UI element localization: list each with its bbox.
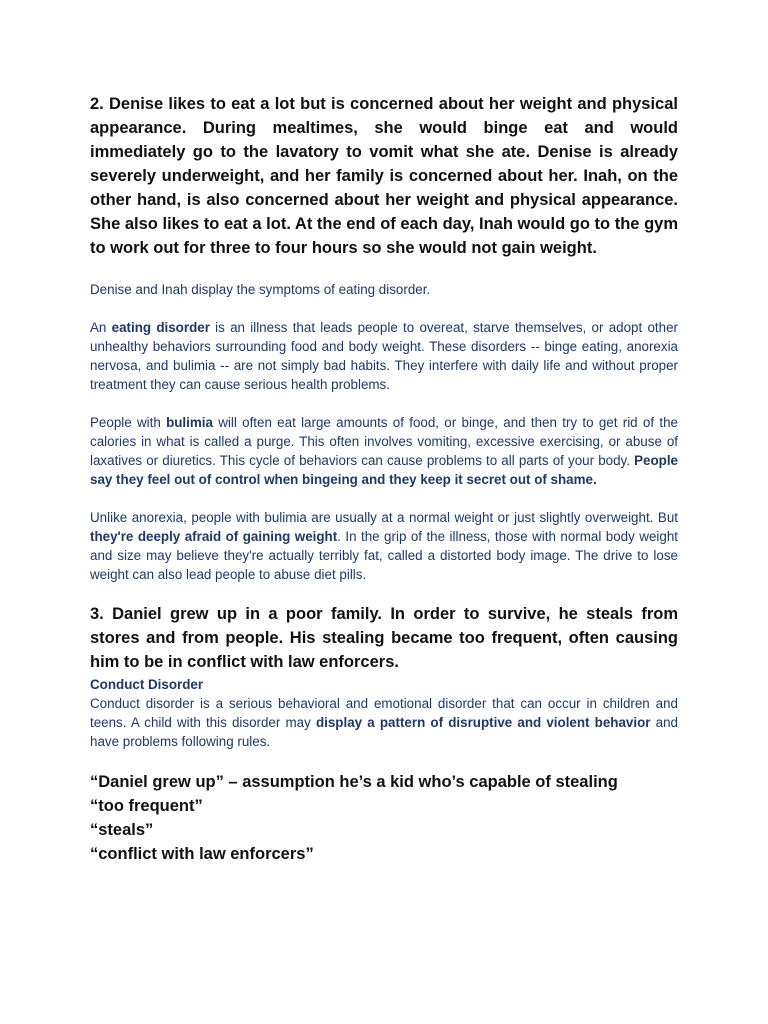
conduct-disorder-lead: Conduct disorder is a serious behavioral and emotional disorder that can occur in children and teens. A child with this disorder may [90,696,678,730]
evidence-notes [90,770,678,866]
weight-fear-text: . In the grip of the illness, those with normal body weight and size may believe they're actually terribly fat, called a distorted body image. The drive to lose weight can also lead people to abuse diet pills. [90,529,678,582]
definition-text: is an illness that leads people to overeat, starve themselves, or adopt other unhealthy behaviors surrounding food and body weight. These disorders -- binge eating, anorexia nervosa, and bulimia -- are not simply bad habits. They interfere with daily life and without proper treatment they can cause serious health problems. [90,320,678,392]
bulimia-lead: People with [90,415,167,430]
bulimia-paragraph [90,413,678,489]
eating-disorder-term: eating disorder [111,320,210,335]
eating-disorder-definition [90,318,678,394]
question-3: 3. Daniel grew up in a poor family. In order to survive, he steals from stores and from people. His stealing became too frequent, often causing him to be in conflict with law enforcers. [90,605,678,671]
conduct-disorder-title: Conduct Disorder [90,677,204,692]
note-item: “conflict with law enforcers” [90,845,314,863]
answer-2-intro: Denise and Inah display the symptoms of eating disorder. [90,282,431,297]
weight-fear-lead: Unlike anorexia, people with bulimia are usually at a normal weight or just slightly overweight. But [90,510,678,525]
bulimia-highlight: People say they feel out of control when bingeing and they keep it secret out of shame. [90,453,678,487]
bulimia-term: bulimia [166,415,213,430]
conduct-disorder-paragraph [90,694,678,751]
bulimia-text: will often eat large amounts of food, or binge, and then try to get rid of the calories in what is called a purge. This often involves vomiting, excessive exercising, or abuse of laxatives or diuretics. This cycle of behaviors can cause problems to all parts of your body. [90,415,678,468]
weight-fear-highlight: they're deeply afraid of gaining weight [90,529,338,544]
note-item: “steals” [90,821,154,839]
conduct-disorder-highlight: display a pattern of disruptive and violent behavior [315,715,651,730]
weight-fear-paragraph [90,508,678,584]
note-item: “too frequent” [90,797,203,815]
definition-lead: An [90,320,112,335]
document-page [90,92,678,866]
conduct-disorder-text: and have problems following rules. [90,715,678,749]
note-item: “Daniel grew up” – assumption he’s a kid who’s capable of stealing [90,773,618,791]
question-2: 2. Denise likes to eat a lot but is concerned about her weight and physical appearance. During mealtimes, she would binge eat and would immediately go to the lavatory to vomit what she ate. Denise is already severely underweight, and her family is concerned about her. Inah, on the other hand, is also concerned about her weight and physical appearance. She also likes to eat a lot. At the end of each day, Inah would go to the gym to work out for three to four hours so she would not gain weight. [90,95,678,257]
